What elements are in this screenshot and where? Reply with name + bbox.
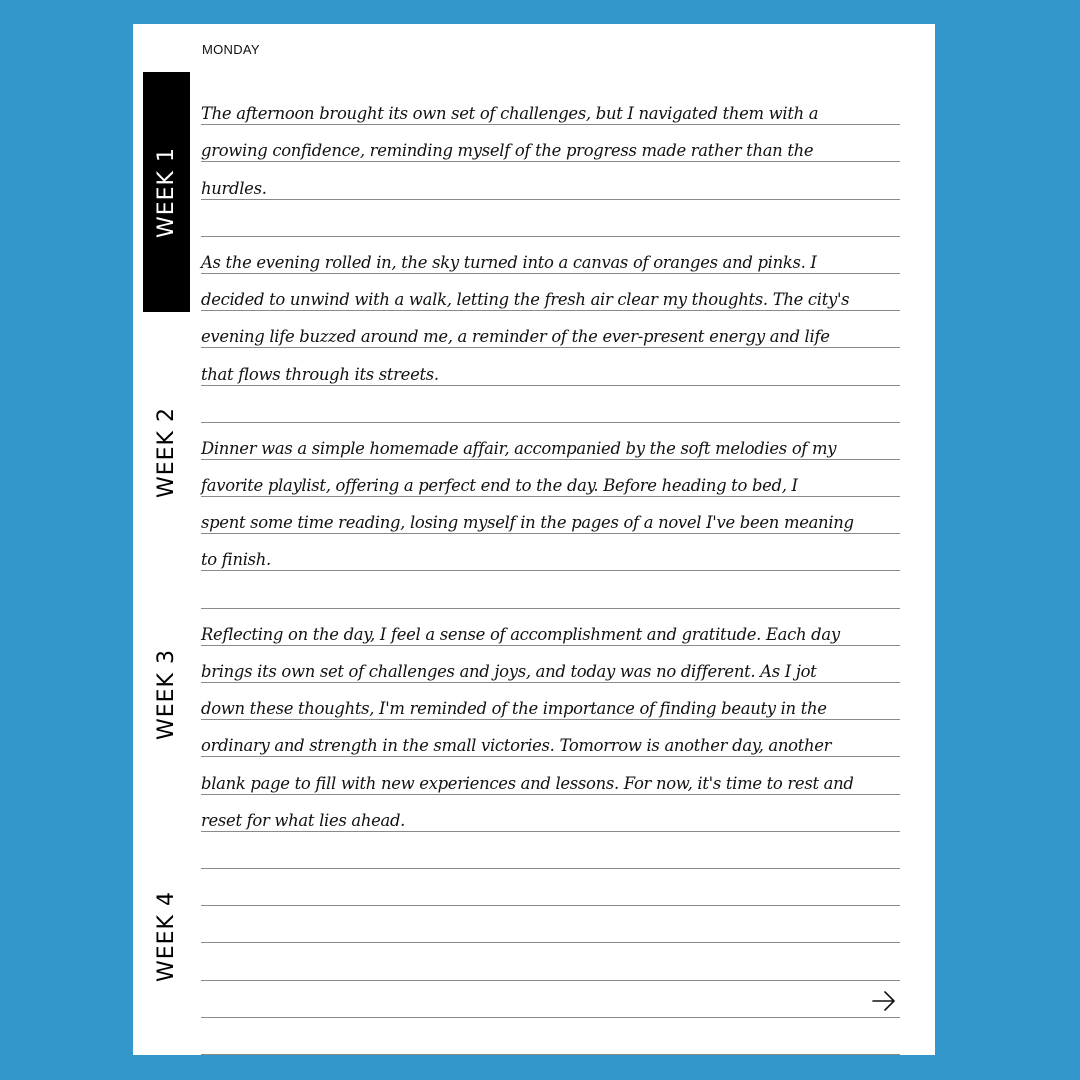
journal-line[interactable]: [201, 683, 900, 720]
journal-line[interactable]: [201, 162, 900, 199]
journal-line-text: Dinner was a simple homemade affair, accompanied by the soft melodies of my: [201, 438, 837, 458]
journal-line-text: spent some time reading, losing myself in the pages of a novel I've been meaning: [201, 513, 854, 533]
journal-line[interactable]: [201, 386, 900, 423]
journal-line-text: brings its own set of challenges and joys, and today was no different. As I jot: [201, 662, 817, 681]
journal-line[interactable]: [201, 720, 900, 757]
journal-lines[interactable]: [201, 88, 900, 1055]
journal-line-text: evening life buzzed around me, a reminder of the ever-present energy and life: [201, 327, 830, 347]
journal-line[interactable]: [201, 348, 900, 385]
journal-line[interactable]: [201, 423, 900, 460]
journal-line-text: blank page to fill with new experiences and lessons. For now, it's time to rest and: [201, 773, 854, 793]
journal-line[interactable]: [201, 906, 900, 943]
week-4-tab-label: WEEK 4: [154, 890, 180, 982]
journal-line-text: to finish.: [201, 550, 271, 570]
journal-line[interactable]: [201, 497, 900, 534]
journal-line-text: ordinary and strength in the small victories. Tomorrow is another day, another: [201, 736, 832, 756]
journal-line[interactable]: [201, 125, 900, 162]
journal-line[interactable]: [201, 757, 900, 794]
journal-line[interactable]: [201, 311, 900, 348]
week-3-tab[interactable]: [143, 574, 190, 814]
journal-line[interactable]: [201, 646, 900, 683]
journal-line[interactable]: [201, 795, 900, 832]
journal-line-text: decided to unwind with a walk, letting the fresh air clear my thoughts. The city's: [201, 290, 850, 310]
week-1-tab-label: WEEK 1: [154, 146, 180, 238]
week-4-tab[interactable]: [143, 816, 190, 1056]
journal-line-text: The afternoon brought its own set of challenges, but I navigated them with a: [201, 104, 819, 124]
journal-line[interactable]: [201, 200, 900, 237]
week-2-tab-label: WEEK 2: [154, 406, 180, 498]
journal-line-text: Reflecting on the day, I feel a sense of accomplishment and gratitude. Each day: [201, 624, 840, 644]
journal-line[interactable]: [201, 869, 900, 906]
week-2-tab[interactable]: [143, 332, 190, 572]
journal-line-text: that flows through its streets.: [201, 364, 439, 384]
journal-line[interactable]: [201, 571, 900, 608]
journal-line-text: hurdles.: [201, 178, 267, 198]
journal-line[interactable]: [201, 460, 900, 497]
journal-line[interactable]: [201, 609, 900, 646]
planner-page: [133, 24, 935, 1055]
journal-line[interactable]: [201, 534, 900, 571]
journal-line-text: down these thoughts, I'm reminded of the importance of finding beauty in the: [201, 699, 827, 719]
journal-line[interactable]: [201, 981, 900, 1018]
journal-line-text: As the evening rolled in, the sky turned into a canvas of oranges and pinks. I: [201, 252, 817, 272]
week-1-tab[interactable]: [143, 72, 190, 312]
journal-line[interactable]: [201, 943, 900, 980]
journal-line[interactable]: [201, 237, 900, 274]
next-page-arrow-icon[interactable]: [871, 988, 897, 1014]
journal-line[interactable]: [201, 832, 900, 869]
journal-line[interactable]: [201, 1018, 900, 1055]
day-label: MONDAY: [202, 42, 260, 57]
journal-line-text: reset for what lies ahead.: [201, 810, 406, 830]
week-3-tab-label: WEEK 3: [154, 648, 180, 740]
journal-line[interactable]: [201, 88, 900, 125]
journal-line-text: growing confidence, reminding myself of the progress made rather than the: [201, 141, 814, 161]
journal-line[interactable]: [201, 274, 900, 311]
journal-line-text: favorite playlist, offering a perfect end to the day. Before heading to bed, I: [201, 476, 798, 496]
